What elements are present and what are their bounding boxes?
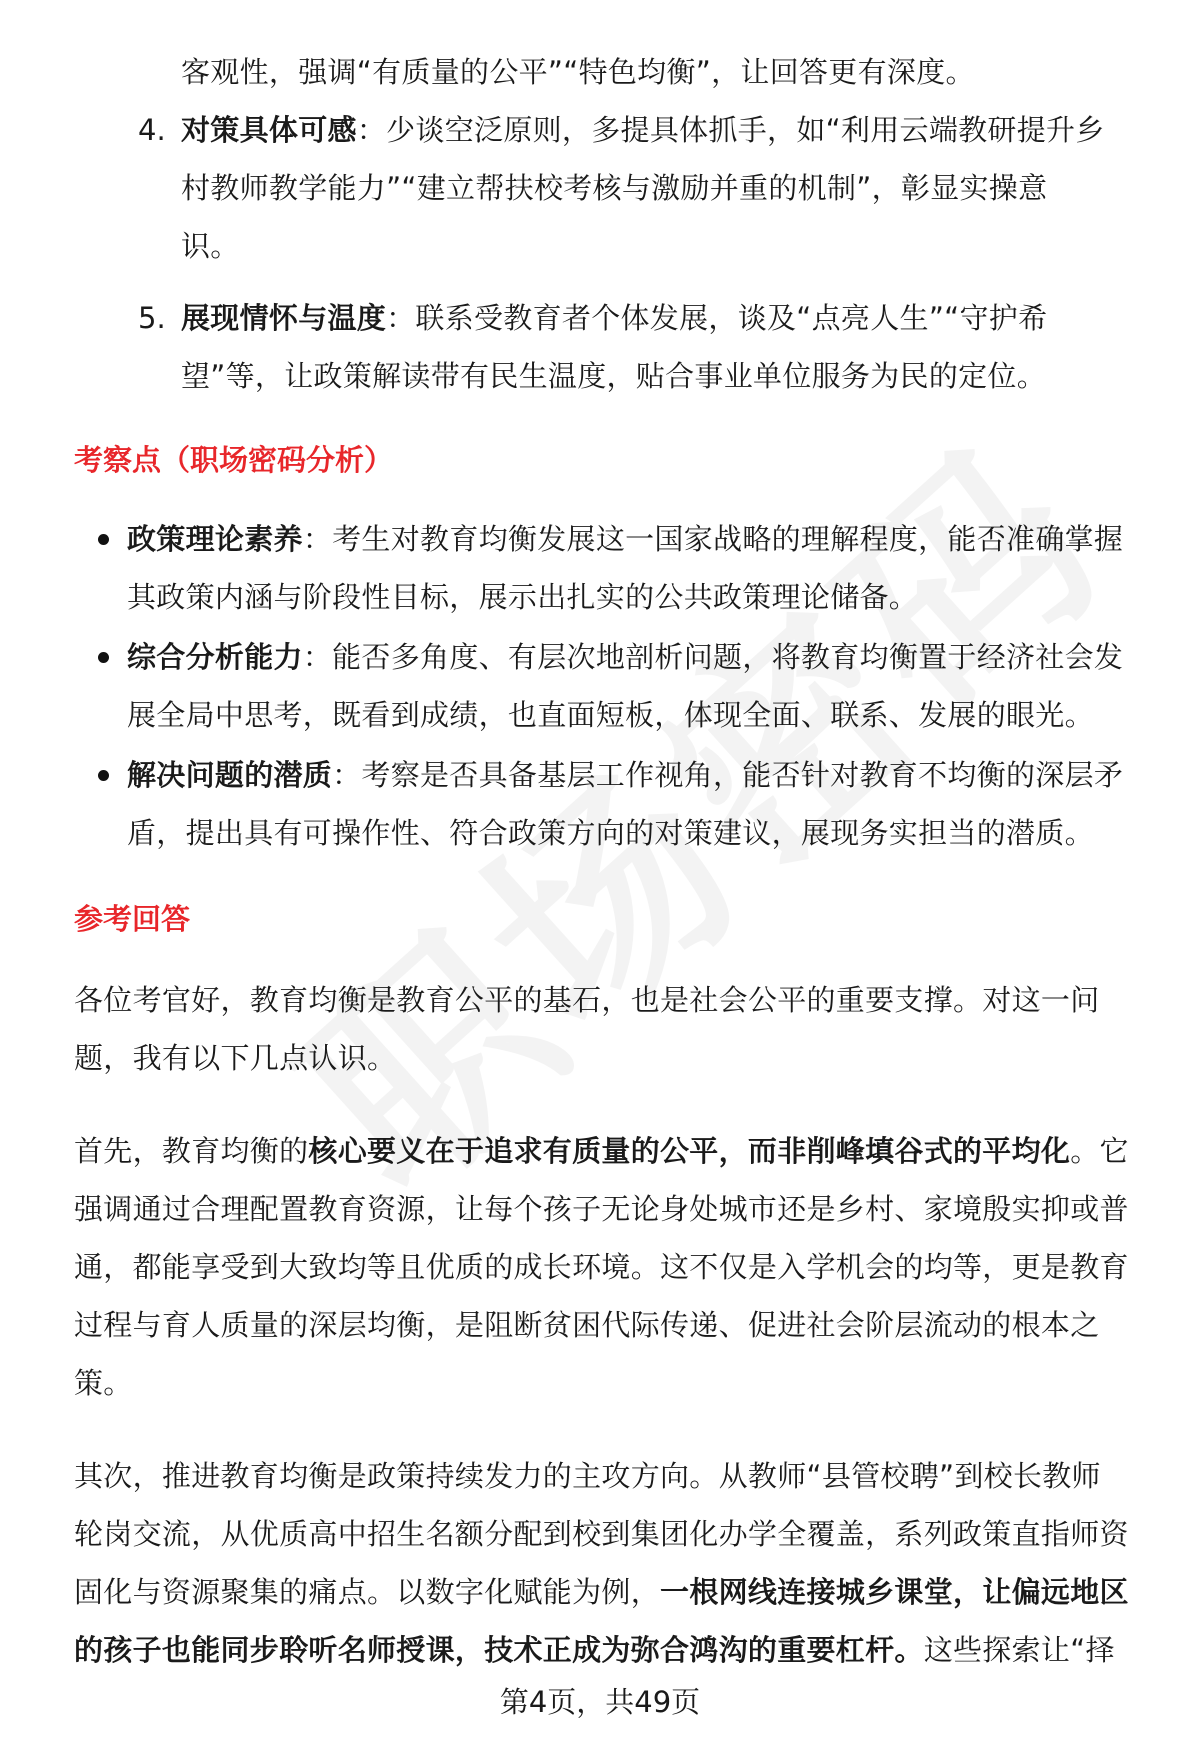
- bullet-line: [127, 519, 1123, 559]
- section-heading-exam: 考察点（职场密码分析）: [74, 443, 394, 477]
- page-number-footer: 第4页，共49页: [499, 1685, 701, 1719]
- list-item-title: 对策具体可感: [181, 113, 357, 147]
- list-item-line: [181, 110, 1105, 150]
- bullet-dot: [98, 770, 109, 781]
- paragraph-line: 其次，推进教育均衡是政策持续发力的主攻方向。从教师“县管校聘”到校长教师: [74, 1459, 1101, 1493]
- paragraph-emphasis: 核心要义在于追求有质量的公平，而非削峰填谷式的平均化: [308, 1134, 1071, 1168]
- paragraph-text: 。它: [1070, 1134, 1129, 1168]
- watermark: [223, 361, 1158, 1249]
- list-item-line: [181, 298, 1047, 338]
- paragraph-text: 固化与资源聚集的痛点。以数字化赋能为例，: [74, 1575, 661, 1609]
- paragraph-emphasis: 的孩子也能同步聆听名师授课，技术正成为弥合鸿沟的重要杠杆。: [74, 1633, 924, 1667]
- paragraph-line: 过程与育人质量的深层均衡，是阻断贫困代际传递、促进社会阶层流动的根本之: [74, 1308, 1100, 1342]
- paragraph-text: 这些探索让“择: [923, 1633, 1115, 1667]
- list-item-title: 展现情怀与温度: [181, 301, 387, 335]
- paragraph-line: [74, 1630, 1115, 1670]
- paragraph-line: 轮岗交流，从优质高中招生名额分配到校到集团化办学全覆盖，系列政策直指师资: [74, 1517, 1129, 1551]
- bullet-line: [127, 637, 1123, 677]
- paragraph-line: 强调通过合理配置教育资源，让每个孩子无论身处城市还是乡村、家境殷实抑或普: [74, 1192, 1129, 1226]
- bullet-dot: [98, 534, 109, 545]
- list-number: 4.: [138, 113, 166, 147]
- paragraph-text: 首先，教育均衡的: [74, 1134, 309, 1168]
- paragraph-line: 各位考官好，教育均衡是教育公平的基石，也是社会公平的重要支撑。对这一问: [74, 983, 1100, 1017]
- bullet-line: 展全局中思考，既看到成绩，也直面短板，体现全面、联系、发展的眼光。: [127, 698, 1094, 732]
- paragraph-line: 策。: [74, 1366, 133, 1400]
- list-item-line: 望”等，让政策解读带有民生温度，贴合事业单位服务为民的定位。: [181, 359, 1047, 393]
- list-item-3-tail: 客观性，强调“有质量的公平”“特色均衡”，让回答更有深度。: [181, 55, 975, 89]
- list-item-text: ：联系受教育者个体发展，谈及“点亮人生”“守护希: [386, 301, 1048, 335]
- bullet-title: 解决问题的潜质: [127, 758, 333, 792]
- bullet-dot: [98, 652, 109, 663]
- bullet-text: ：考察是否具备基层工作视角，能否针对教育不均衡的深层矛: [332, 758, 1124, 792]
- bullet-line: 盾，提出具有可操作性、符合政策方向的对策建议，展现务实担当的潜质。: [127, 816, 1094, 850]
- list-item-text: ：少谈空泛原则，多提具体抓手，如“利用云端教研提升乡: [356, 113, 1105, 147]
- bullet-title: 政策理论素养: [127, 522, 303, 556]
- paragraph-emphasis: 一根网线连接城乡课堂，让偏远地区: [660, 1575, 1129, 1609]
- section-heading-answer: 参考回答: [74, 902, 191, 936]
- paragraph-line: [74, 1572, 1129, 1612]
- bullet-title: 综合分析能力: [127, 640, 303, 674]
- bullet-line: 其政策内涵与阶段性目标，展示出扎实的公共政策理论储备。: [127, 580, 919, 614]
- list-number: 5.: [138, 301, 166, 335]
- list-item-line: 识。: [181, 229, 240, 263]
- paragraph-line: [74, 1131, 1129, 1171]
- list-item-line: 村教师教学能力”“建立帮扶校考核与激励并重的机制”，彰显实操意: [181, 171, 1048, 205]
- bullet-line: [127, 755, 1123, 795]
- bullet-text: ：能否多角度、有层次地剖析问题，将教育均衡置于经济社会发: [302, 640, 1124, 674]
- bullet-text: ：考生对教育均衡发展这一国家战略的理解程度，能否准确掌握: [302, 522, 1124, 556]
- paragraph-line: 题，我有以下几点认识。: [74, 1041, 397, 1075]
- paragraph-line: 通，都能享受到大致均等且优质的成长环境。这不仅是入学机会的均等，更是教育: [74, 1250, 1129, 1284]
